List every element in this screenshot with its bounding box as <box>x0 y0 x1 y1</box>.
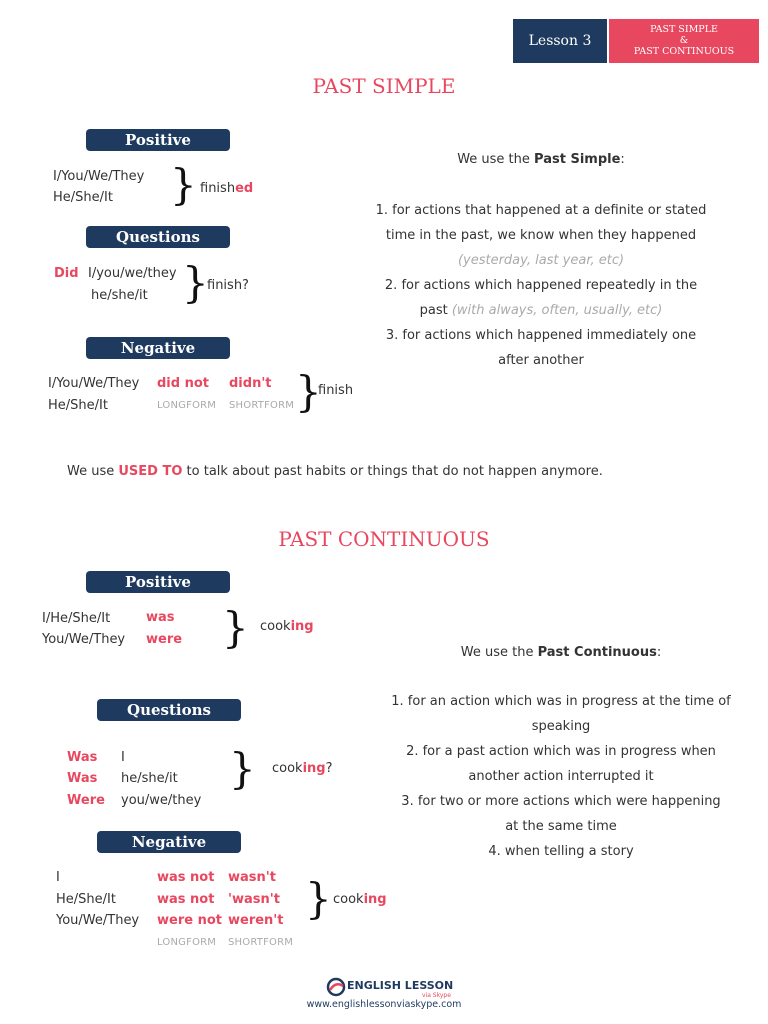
brace-icon: } <box>305 874 332 923</box>
pc-negative-label: Negative <box>97 831 241 853</box>
topic-line-1: PAST SIMPLE <box>650 24 718 35</box>
pc-usage-item-2-line-2: another action interrupted it <box>468 769 654 784</box>
pc-positive-aux-2: were <box>146 632 183 647</box>
footer-url[interactable]: www.englishlessonviaskype.com <box>306 999 462 1010</box>
pc-usage-intro-post: : <box>656 645 662 660</box>
ps-usage-intro-pre: We use the <box>457 152 535 167</box>
pc-usage-item-4: 4. when telling a story <box>488 844 634 859</box>
pc-questions-label: Questions <box>97 699 241 721</box>
pc-negative-longform-2: was not <box>157 892 215 907</box>
pc-questions-aux-2: Was <box>67 771 98 786</box>
ps-usage-item-1-line-2: time in the past, we know when they happened <box>385 228 697 243</box>
pc-questions-verb-ending: ing <box>302 761 326 776</box>
pc-usage-list <box>375 689 747 864</box>
pc-positive-label: Positive <box>86 571 230 593</box>
ps-usage-item-2-hint: (with always, often, usually, etc) <box>451 303 663 318</box>
pc-negative-verb-ending: ing <box>363 892 387 907</box>
pc-negative-subject-1: I <box>56 870 60 885</box>
ps-negative-label: Negative <box>86 337 230 359</box>
pc-usage-item-3-line-2: at the same time <box>505 819 617 834</box>
pc-questions-aux-3: Were <box>67 793 105 808</box>
brace-icon: } <box>229 744 256 793</box>
logo-mark-icon <box>326 977 346 997</box>
pc-questions-subject-2: he/she/it <box>121 771 178 786</box>
past-continuous-title: PAST CONTINUOUS <box>278 527 490 551</box>
ps-usage-item-2-line-1: 2. for actions which happened repeatedly in the <box>384 278 698 293</box>
ps-negative-verb: finish <box>318 383 354 398</box>
pc-usage-intro-pre: We use the <box>460 645 538 660</box>
pc-usage-intro-bold: Past Continuous <box>537 645 657 660</box>
footer-logo <box>300 976 468 1000</box>
pc-usage-intro <box>390 645 732 660</box>
pc-questions-verb-post: ? <box>325 761 333 776</box>
ps-negative-shortform: didn't <box>229 376 272 391</box>
pc-negative-longform-3: were not <box>157 913 222 928</box>
ps-shortform-caption: SHORTFORM <box>229 400 295 411</box>
topic-box <box>609 19 759 63</box>
pc-questions-verb <box>272 761 333 776</box>
ps-positive-subject-2: He/She/It <box>53 190 113 205</box>
pc-questions-subject-1: I <box>121 750 125 765</box>
ps-questions-aux: Did <box>54 266 79 281</box>
pc-positive-aux-1: was <box>146 610 175 625</box>
used-to-keyword: USED TO <box>118 464 183 479</box>
brace-icon: } <box>295 367 322 416</box>
ps-negative-subject-2: He/She/It <box>48 398 108 413</box>
ps-usage-list <box>360 198 722 373</box>
brace-icon: } <box>182 258 209 307</box>
ps-usage-item-3-line-1: 3. for actions which happened immediately one <box>385 328 697 343</box>
past-simple-title: PAST SIMPLE <box>312 74 456 98</box>
pc-questions-verb-base: cook <box>272 761 303 776</box>
logo-subtext: via Skype <box>422 992 451 999</box>
used-to-post: to talk about past habits or things that do not happen anymore. <box>182 464 603 479</box>
ps-negative-subject-1: I/You/We/They <box>48 376 140 391</box>
ps-negative-longform: did not <box>157 376 209 391</box>
pc-usage-item-1-line-1: 1. for an action which was in progress at the time of <box>391 694 731 709</box>
pc-questions-aux-1: Was <box>67 750 98 765</box>
pc-positive-verb <box>260 619 314 634</box>
brace-icon: } <box>222 603 249 652</box>
pc-negative-subject-2: He/She/It <box>56 892 116 907</box>
pc-questions-subject-3: you/we/they <box>121 793 202 808</box>
pc-positive-subject-1: I/He/She/It <box>42 611 111 626</box>
pc-positive-subject-2: You/We/They <box>42 632 126 647</box>
pc-positive-verb-ending: ing <box>290 619 314 634</box>
ps-positive-verb <box>200 181 253 196</box>
ps-usage-item-1-hint: (yesterday, last year, etc) <box>457 253 625 268</box>
ps-positive-subject-1: I/You/We/They <box>53 169 145 184</box>
ps-usage-intro-post: : <box>620 152 625 167</box>
ps-usage-intro <box>370 152 712 167</box>
ps-usage-item-1-line-1: 1. for actions that happened at a definite or stated <box>375 203 707 218</box>
used-to-pre: We use <box>67 464 119 479</box>
pc-usage-item-2-line-1: 2. for a past action which was in progress when <box>406 744 716 759</box>
pc-negative-shortform-2: 'wasn't <box>228 892 280 907</box>
ps-usage-item-2-line-2 <box>360 298 722 323</box>
pc-positive-verb-base: cook <box>260 619 291 634</box>
brace-icon: } <box>170 160 197 209</box>
pc-negative-longform-1: was not <box>157 870 215 885</box>
pc-negative-shortform-3: weren't <box>228 913 284 928</box>
ps-positive-verb-ending: ed <box>235 181 254 196</box>
pc-negative-subject-3: You/We/They <box>56 913 140 928</box>
ps-questions-label: Questions <box>86 226 230 248</box>
topic-line-2: & <box>679 35 689 46</box>
lesson-number: Lesson 3 <box>528 33 592 49</box>
ps-usage-intro-bold: Past Simple <box>534 152 621 167</box>
logo-text: ENGLISH LESSON <box>347 979 454 992</box>
ps-questions-subject-2: he/she/it <box>91 288 148 303</box>
topic-line-3: PAST CONTINUOUS <box>633 46 735 57</box>
pc-negative-shortform-1: wasn't <box>228 870 276 885</box>
pc-negative-verb <box>333 892 387 907</box>
pc-longform-caption: LONGFORM <box>157 937 217 948</box>
pc-usage-item-1-line-2: speaking <box>531 719 591 734</box>
ps-questions-verb: finish? <box>207 278 249 293</box>
ps-questions-subject-1: I/you/we/they <box>88 266 177 281</box>
used-to-sentence <box>67 464 603 479</box>
pc-negative-verb-base: cook <box>333 892 364 907</box>
ps-usage-item-2-line-2-text: past <box>419 303 452 318</box>
ps-positive-verb-base: finish <box>200 181 236 196</box>
pc-shortform-caption: SHORTFORM <box>228 937 294 948</box>
ps-usage-item-3-line-2: after another <box>498 353 584 368</box>
ps-positive-label: Positive <box>86 129 230 151</box>
pc-usage-item-3-line-1: 3. for two or more actions which were happening <box>401 794 721 809</box>
lesson-number-box <box>513 19 607 63</box>
ps-longform-caption: LONGFORM <box>157 400 217 411</box>
